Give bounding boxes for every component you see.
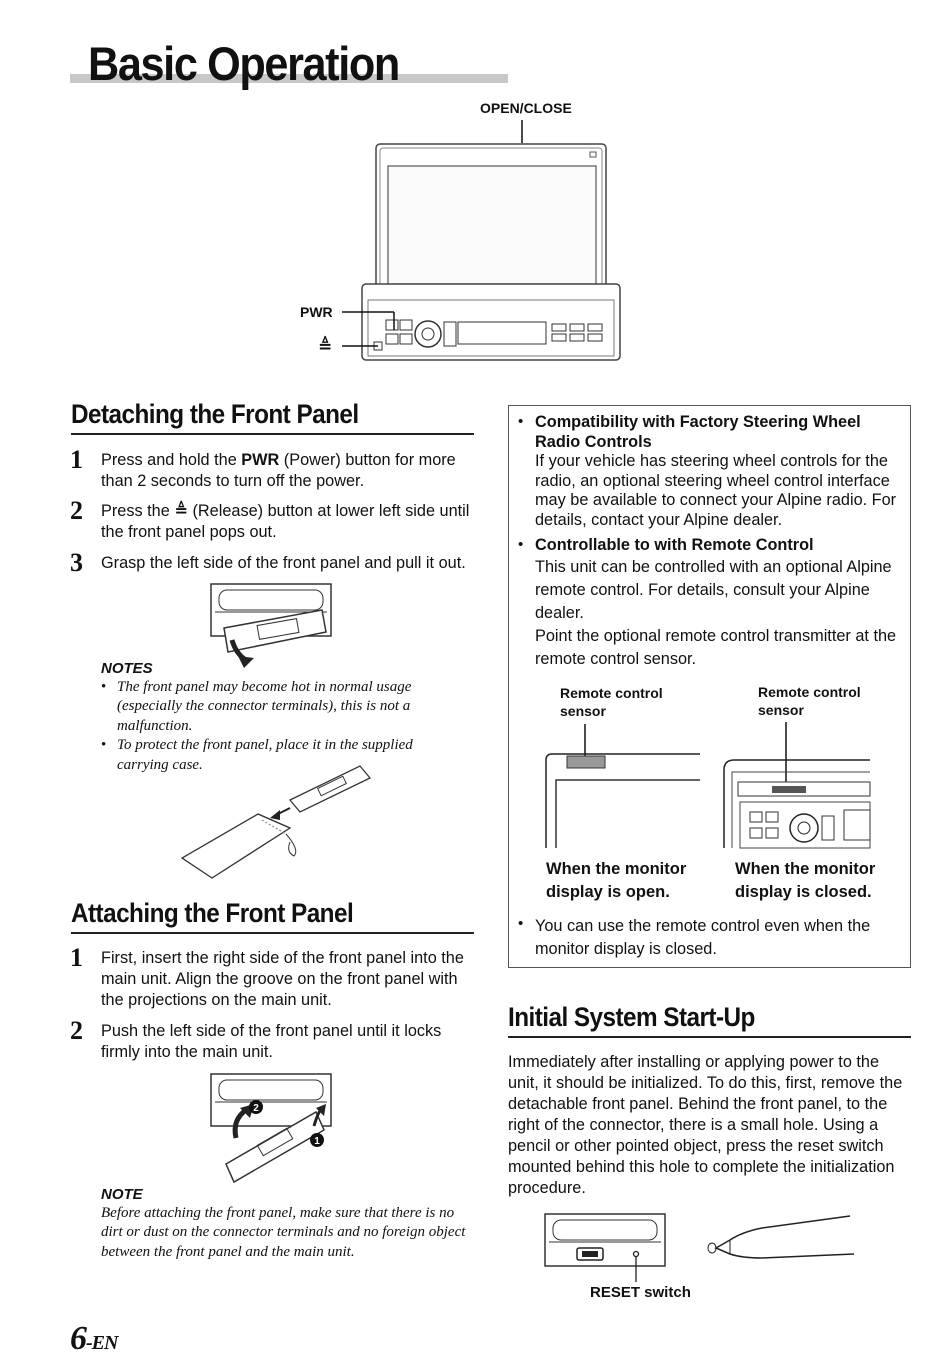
detach-step-2-text: Press the ≜ (Release) button at lower left side until the front panel pops out. (101, 502, 470, 541)
attach-step-2-text: Push the left side of the front panel until it locks firmly into the main unit. (101, 1022, 442, 1061)
bullet: • (518, 915, 524, 932)
notes-heading: NOTES (101, 660, 153, 677)
page-title: Basic Operation (88, 37, 399, 90)
bullet: • (518, 413, 524, 430)
detach-step-3-text: Grasp the left side of the front panel and pull it out. (101, 554, 466, 572)
startup-text: Immediately after installing or applying power to the unit, it should be initialized. To do this, first, remove the detachable front panel. Behind the front panel, to the right of the connector, there is a small hole. Using a pencil or other pointed object, press the reset switch mounted behind this hole to complete the initialization procedure. (508, 1053, 903, 1197)
detach-step-1-text: Press and hold the PWR (Power) button for more than 2 seconds to turn off the power. (101, 451, 456, 490)
detaching-heading: Detaching the Front Panel (71, 399, 359, 429)
page-number: 6-EN (70, 1320, 118, 1357)
final-bullet-text: You can use the remote control even when the monitor display is closed. (535, 917, 871, 958)
release-symbol-label: ≜ (318, 337, 333, 356)
remote-text-1: This unit can be controlled with an optional Alpine remote control. For details, consult your Alpine dealer. (535, 557, 892, 622)
attach-step-1-number: 1 (70, 943, 83, 972)
remote-title: Controllable to with Remote Control (535, 536, 814, 554)
detach-step-1-number: 1 (70, 445, 83, 474)
note-item: • To protect the front panel, place it in the supplied carrying case. (101, 736, 446, 775)
attach-note-text: Before attaching the front panel, make sure that there is no dirt or dust on the connector terminals and no foreign object between the front panel and the main unit. (101, 1205, 466, 1260)
attach-step-2-number: 2 (70, 1016, 83, 1045)
attaching-heading: Attaching the Front Panel (71, 898, 354, 928)
sensor-label-open: Remote control sensor (560, 685, 663, 719)
caption-open: When the monitor display is open. (546, 860, 687, 901)
attach-badge-2: 2 (253, 1103, 259, 1114)
sensor-label-closed: Remote control sensor (758, 684, 861, 718)
note-heading: NOTE (101, 1186, 143, 1203)
bullet: • (518, 536, 524, 553)
detach-step-2-number: 2 (70, 496, 83, 525)
caption-closed: When the monitor display is closed. (735, 860, 876, 901)
attach-step-1-text: First, insert the right side of the front panel into the main unit. Align the groove on the front panel with the projections on the main unit. (101, 949, 464, 1009)
note-item: • The front panel may become hot in normal usage (especially the connector terminals), this is not a malfunction. (101, 678, 446, 736)
remote-text-2: Point the optional remote control transmitter at the remote control sensor. (535, 626, 897, 668)
pwr-label: PWR (300, 304, 333, 320)
reset-switch-label: RESET switch (590, 1284, 691, 1301)
startup-heading: Initial System Start-Up (508, 1002, 755, 1032)
detach-step-3-number: 3 (70, 548, 83, 577)
release-icon: ≜ (174, 502, 188, 520)
steering-text: If your vehicle has steering wheel controls for the radio, an optional steering wheel control interface may be available to connect your Alpine radio. For details, contact your Alpine dealer. (535, 452, 897, 529)
steering-title: Compatibility with Factory Steering Wheel Radio Controls (535, 413, 861, 451)
open-close-label: OPEN/CLOSE (480, 100, 572, 116)
attach-badge-1: 1 (314, 1136, 320, 1147)
